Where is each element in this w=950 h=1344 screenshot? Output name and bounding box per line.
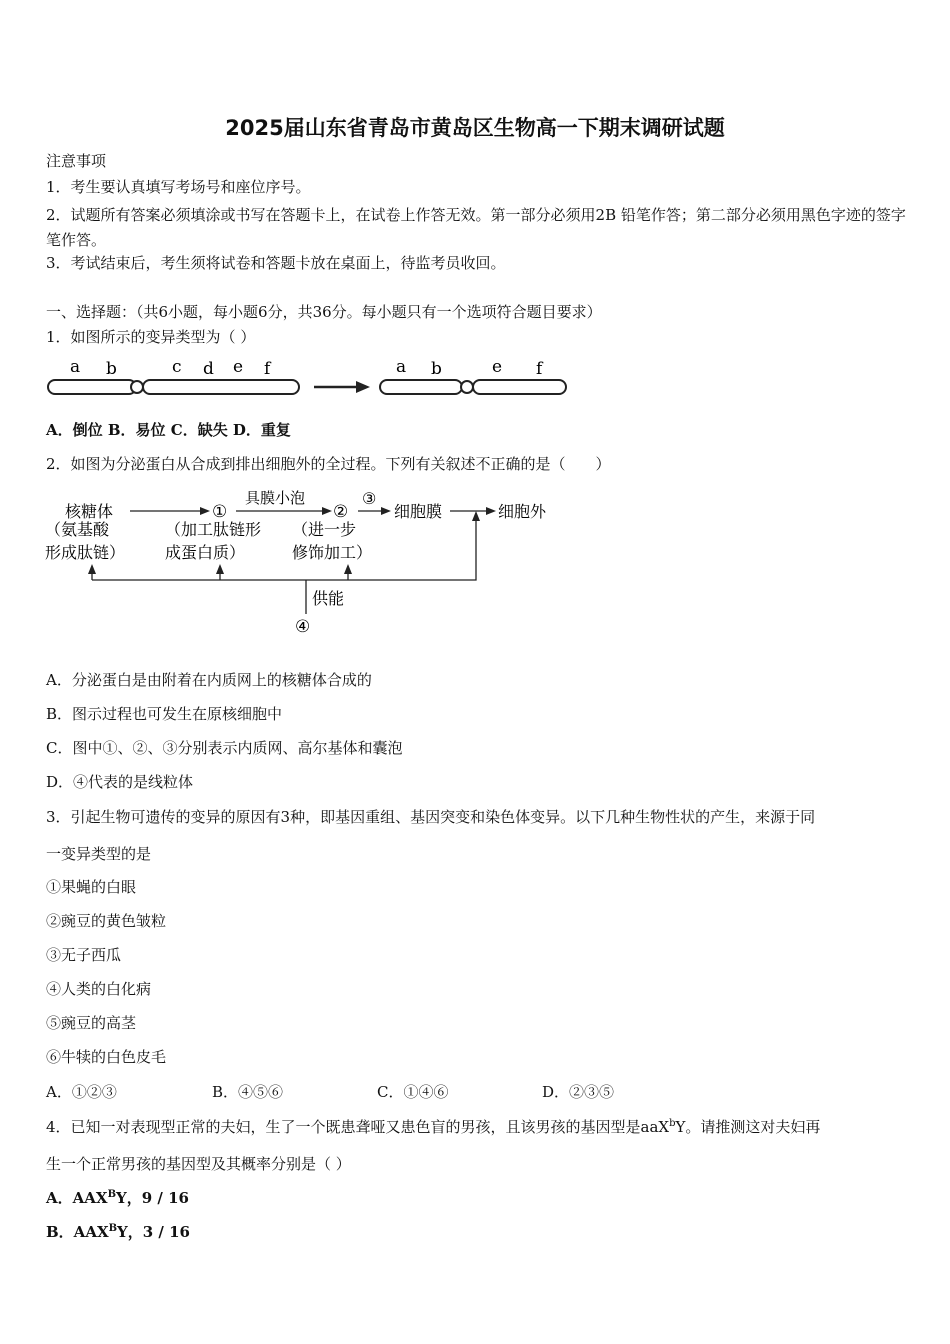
notice-item-3: 3．考试结束后，考生须将试卷和答题卡放在桌面上，待监考员收回。 xyxy=(46,254,506,272)
extracellular-label: 细胞外 xyxy=(498,502,547,521)
gene-label: b xyxy=(106,359,117,379)
chromosome-diagram xyxy=(40,352,580,404)
q4-option-a xyxy=(46,1189,189,1207)
superscript: B xyxy=(107,1189,117,1200)
chromosome-left-arm-2 xyxy=(143,380,299,394)
q3-stem-line-2: 一变异类型的是 xyxy=(46,845,152,863)
energy-supply-line xyxy=(92,516,476,580)
arrow-head xyxy=(472,511,480,521)
notice-heading: 注意事项 xyxy=(46,152,107,170)
cell-membrane-label: 细胞膜 xyxy=(394,502,443,521)
q3-item: ②豌豆的黄色皱粒 xyxy=(46,912,167,930)
q4-option-b xyxy=(46,1223,190,1241)
energy-label: 供能 xyxy=(312,589,345,608)
gene-label: b xyxy=(431,359,442,379)
gene-label: f xyxy=(536,359,543,379)
q3-stem-line-1: 3．引起生物可遗传的变异的原因有3种，即基因重组、基因突变和染色体变异。以下几种生物性状的产生，来源于同 xyxy=(46,808,816,826)
gene-label: e xyxy=(492,357,503,377)
organelle-2: ② xyxy=(333,502,349,522)
q3-option-d: D．②③⑤ xyxy=(542,1083,615,1101)
gene-label: c xyxy=(172,357,182,377)
gene-label: a xyxy=(70,357,81,377)
arrow-head xyxy=(322,507,332,515)
arrow-head xyxy=(200,507,210,515)
secretion-flow-diagram xyxy=(40,484,580,640)
arrow-head xyxy=(344,564,352,574)
arrow-head xyxy=(381,507,391,515)
vesicle-label: 具膜小泡 xyxy=(245,489,306,507)
gene-label: e xyxy=(233,357,244,377)
arrow-head xyxy=(88,564,96,574)
q3-option-b: B．④⑤⑥ xyxy=(212,1083,284,1101)
ribosome-note-1: （氨基酸 xyxy=(45,520,110,539)
q4-stem-text: Y。请推测这对夫妇再 xyxy=(675,1118,821,1136)
organelle-1: ① xyxy=(212,502,228,522)
organelle-4: ④ xyxy=(295,617,311,637)
q2-option-c: C．图中①、②、③分别表示内质网、高尔基体和囊泡 xyxy=(46,739,403,757)
q3-item: ⑤豌豆的高茎 xyxy=(46,1014,137,1032)
centromere-right xyxy=(461,381,473,393)
q2-option-b: B．图示过程也可发生在原核细胞中 xyxy=(46,705,283,723)
q3-option-c: C．①④⑥ xyxy=(377,1083,449,1101)
page-title: 2025届山东省青岛市黄岛区生物高一下期末调研试题 xyxy=(225,116,725,140)
arrow-head xyxy=(356,381,370,393)
option-text: A．AAX xyxy=(46,1189,108,1207)
q3-item: ⑥牛犊的白色皮毛 xyxy=(46,1048,167,1066)
chromosome-right-arm-1 xyxy=(380,380,462,394)
organelle-3: ③ xyxy=(362,489,377,508)
organelle-2-note-2: 修饰加工） xyxy=(292,543,373,562)
organelle-2-note-1: （进一步 xyxy=(292,520,357,539)
q4-stem-line-2: 生一个正常男孩的基因型及其概率分别是（ ） xyxy=(46,1155,351,1173)
superscript: B xyxy=(108,1223,118,1234)
q2-option-a: A．分泌蛋白是由附着在内质网上的核糖体合成的 xyxy=(46,671,372,689)
option-text: B．AAX xyxy=(46,1223,109,1241)
notice-item-2: 2．试题所有答案必须填涂或书写在答题卡上，在试卷上作答无效。第一部分必须用2B 铅笔作答；第二部分必须用黑色字迹的签字笔作答。 xyxy=(46,206,906,249)
q4-stem-line-1 xyxy=(46,1118,820,1136)
q4-stem-text: 4．已知一对表现型正常的夫妇，生了一个既患聋哑又患色盲的男孩，且该男孩的基因型是aaX xyxy=(46,1118,670,1136)
q3-option-a: A．①②③ xyxy=(46,1083,117,1101)
q2-option-d: D．④代表的是线粒体 xyxy=(46,773,194,791)
q1-stem: 1．如图所示的变异类型为（ ） xyxy=(46,328,256,346)
q2-stem: 2．如图为分泌蛋白从合成到排出细胞外的全过程。下列有关叙述不正确的是（ ） xyxy=(46,455,611,473)
gene-label: f xyxy=(264,359,271,379)
gene-label: d xyxy=(203,359,214,379)
section-heading: 一、选择题：（共6小题，每小题6分，共36分。每小题只有一个选项符合题目要求） xyxy=(46,303,602,321)
q3-item: ①果蝇的白眼 xyxy=(46,878,137,896)
notice-item-1: 1．考生要认真填写考场号和座位序号。 xyxy=(46,178,311,196)
chromosome-left-arm-1 xyxy=(48,380,136,394)
gene-label: a xyxy=(396,357,407,377)
organelle-1-note-1: （加工肽链形 xyxy=(165,520,262,539)
superscript: b xyxy=(669,1118,676,1129)
centromere-left xyxy=(131,381,143,393)
ribosome-note-2: 形成肽链） xyxy=(45,543,126,562)
organelle-1-note-2: 成蛋白质） xyxy=(165,543,246,562)
arrow-head xyxy=(486,507,496,515)
option-text: Y，3 / 16 xyxy=(117,1223,190,1241)
chromosome-right-arm-2 xyxy=(473,380,566,394)
arrow-head xyxy=(216,564,224,574)
option-text: Y，9 / 16 xyxy=(116,1189,189,1207)
q3-item: ④人类的白化病 xyxy=(46,980,152,998)
q1-options: A．倒位 B．易位 C．缺失 D．重复 xyxy=(46,421,291,439)
q3-item: ③无子西瓜 xyxy=(46,946,122,964)
ribosome-label: 核糖体 xyxy=(65,502,114,521)
